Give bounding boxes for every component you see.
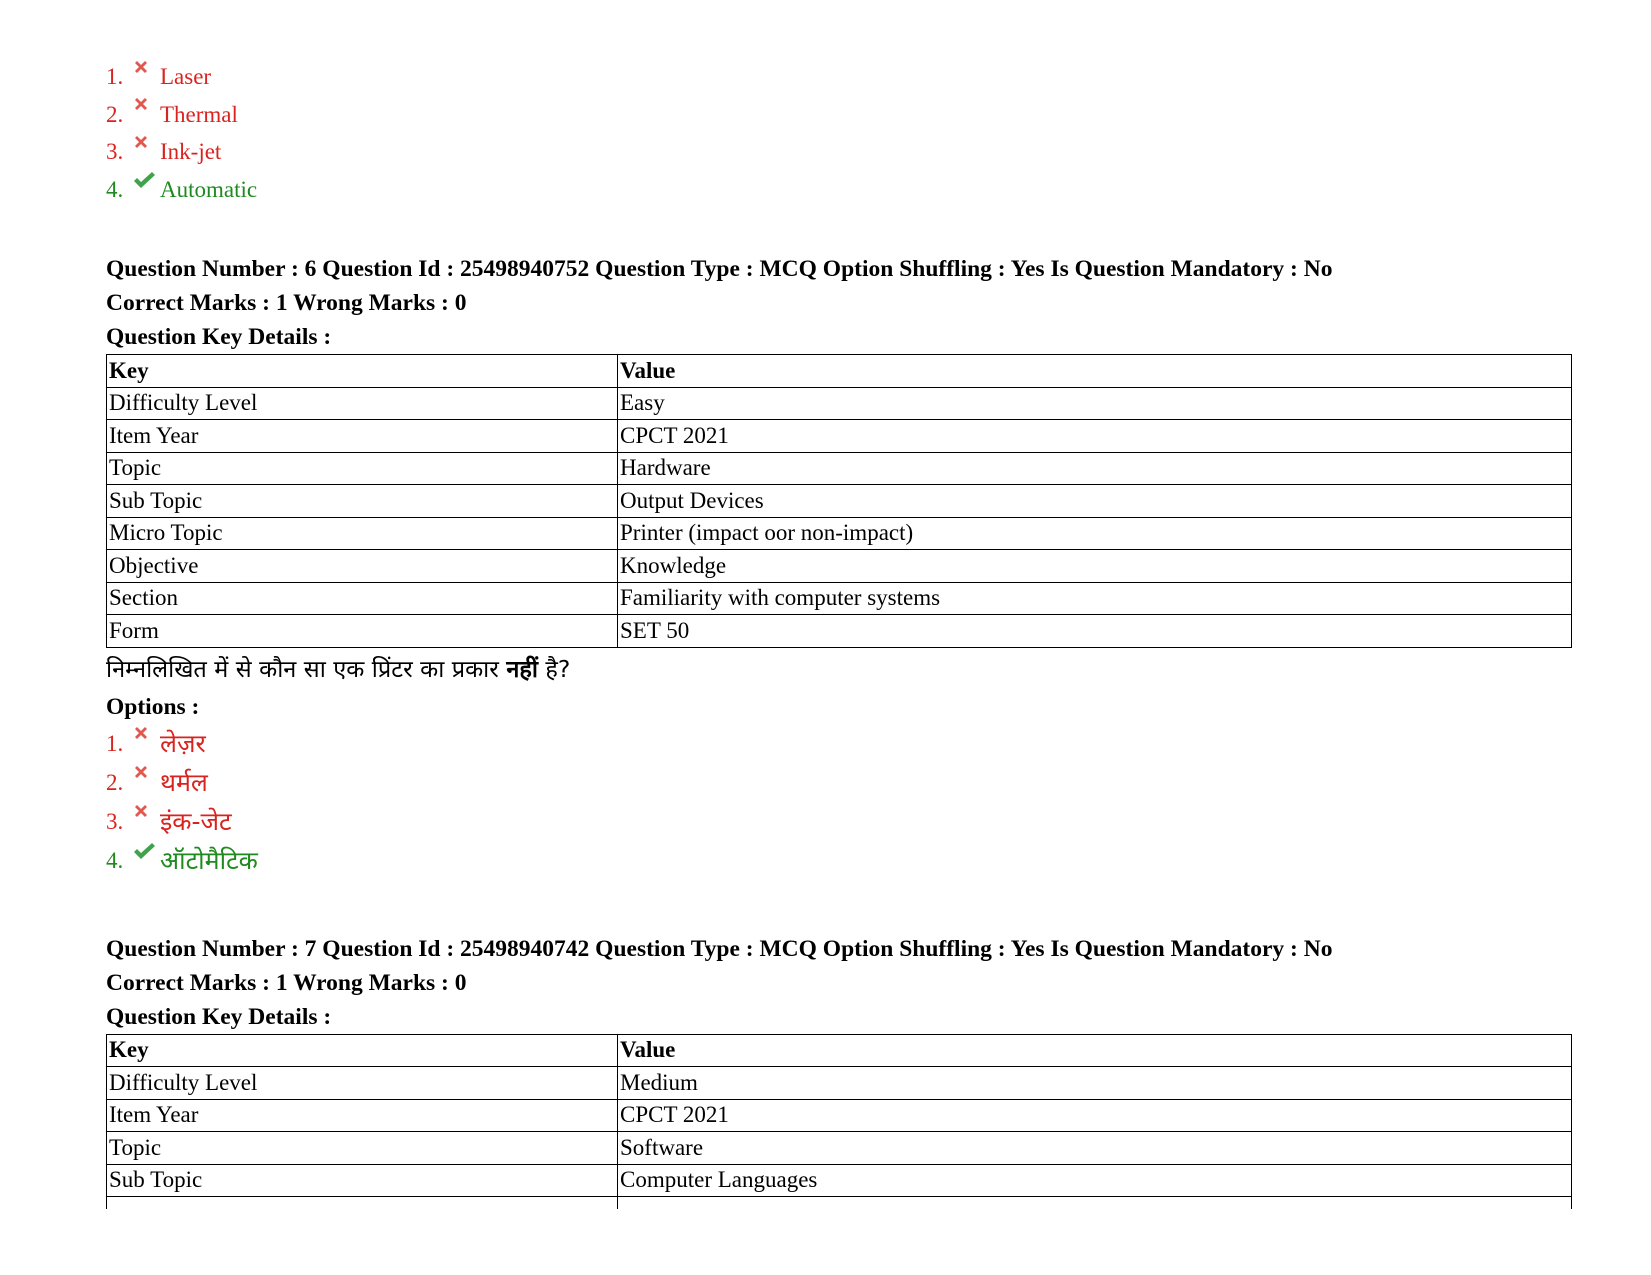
options-label: Options : (106, 693, 200, 720)
key-cell: Micro Topic (107, 517, 618, 550)
table-row (107, 452, 1572, 485)
table-row (107, 615, 1572, 648)
option-number: 2. (106, 101, 124, 127)
value-cell: SET 50 (618, 615, 1572, 648)
cross-icon (132, 724, 158, 750)
question-header: Question Number : 7 Question Id : 25498940742 Question Type : MCQ Option Shuffling : Yes Is Question Mandatory : No (106, 935, 1333, 962)
option-text: थर्मल (160, 767, 208, 797)
option-item (106, 171, 1576, 209)
column-header: Key (107, 1034, 618, 1067)
option-item (106, 763, 1576, 802)
cross-icon (132, 133, 158, 159)
marks-line: Correct Marks : 1 Wrong Marks : 0 (106, 969, 467, 996)
option-text: इंक-जेट (160, 806, 232, 836)
value-cell: Output Devices (618, 485, 1572, 518)
table-row (107, 485, 1572, 518)
value-cell: Familiarity with computer systems (618, 582, 1572, 615)
table-header-row (107, 355, 1572, 388)
table-row-cut-off (107, 1197, 1572, 1210)
option-number: 1. (106, 64, 124, 89)
key-cell: Item Year (107, 1099, 618, 1132)
option-number: 4. (106, 176, 124, 202)
question-text-part: निम्नलिखित में से कौन सा एक प्रिंटर का प्रकार (106, 654, 507, 683)
option-item (106, 96, 1576, 134)
table-header-row (107, 1034, 1572, 1067)
column-header: Value (618, 1034, 1572, 1067)
key-details-table (106, 354, 1572, 648)
check-icon (132, 170, 158, 196)
table-row (107, 1164, 1572, 1197)
question-header: Question Number : 6 Question Id : 25498940752 Question Type : MCQ Option Shuffling : Yes Is Question Mandatory : No (106, 256, 1333, 282)
table-row (107, 420, 1572, 453)
question-text (106, 648, 1576, 690)
marks-line: Correct Marks : 1 Wrong Marks : 0 (106, 290, 467, 316)
key-details-label: Question Key Details : (106, 1003, 332, 1030)
option-text: लेज़र (160, 728, 206, 758)
check-icon (132, 841, 158, 867)
table-row (107, 387, 1572, 420)
option-number: 2. (106, 769, 124, 795)
option-number: 4. (106, 847, 124, 873)
table-row (107, 550, 1572, 583)
option-item (106, 724, 1576, 763)
key-cell: Sub Topic (107, 1164, 618, 1197)
value-cell: Knowledge (618, 550, 1572, 583)
value-cell: Software (618, 1132, 1572, 1165)
q6-options (106, 724, 1576, 880)
column-header: Value (618, 355, 1572, 388)
key-cell: Section (107, 582, 618, 615)
option-number: 3. (106, 808, 124, 834)
question-text-part: है? (537, 654, 571, 683)
option-text: Laser (160, 64, 212, 89)
key-cell: Sub Topic (107, 485, 618, 518)
option-item (106, 841, 1576, 880)
value-cell: Easy (618, 387, 1572, 420)
key-cell: Form (107, 615, 618, 648)
value-cell: Printer (impact oor non-impact) (618, 517, 1572, 550)
value-cell: Hardware (618, 452, 1572, 485)
key-cell: Item Year (107, 420, 618, 453)
option-item (106, 802, 1576, 841)
question-6 (106, 252, 1576, 880)
table-row (107, 1099, 1572, 1132)
table-row (107, 1067, 1572, 1100)
option-item (106, 58, 1576, 96)
question-7 (106, 932, 1576, 1210)
key-details-table (106, 1034, 1572, 1210)
column-header: Key (107, 355, 618, 388)
option-text: Ink-jet (160, 139, 222, 164)
option-text: Automatic (160, 176, 258, 202)
table-row (107, 1132, 1572, 1165)
value-cell: Computer Languages (618, 1164, 1572, 1197)
table-row (107, 517, 1572, 550)
option-text: Thermal (160, 101, 238, 127)
question-text-emphasis: नहीं (506, 654, 538, 683)
cross-icon (132, 58, 158, 84)
document-page (106, 58, 1576, 1209)
key-cell: Objective (107, 550, 618, 583)
key-cell (107, 1197, 618, 1210)
key-details-label: Question Key Details : (106, 324, 332, 350)
option-number: 1. (106, 730, 124, 756)
cross-icon (132, 802, 158, 828)
option-number: 3. (106, 139, 124, 164)
q5-options (106, 58, 1576, 208)
key-cell: Difficulty Level (107, 1067, 618, 1100)
key-cell: Topic (107, 452, 618, 485)
key-cell: Difficulty Level (107, 387, 618, 420)
option-item (106, 133, 1576, 171)
cross-icon (132, 95, 158, 121)
key-cell: Topic (107, 1132, 618, 1165)
value-cell: CPCT 2021 (618, 1099, 1572, 1132)
value-cell: CPCT 2021 (618, 420, 1572, 453)
option-text: ऑटोमैटिक (160, 845, 258, 875)
value-cell (618, 1197, 1572, 1210)
table-row (107, 582, 1572, 615)
value-cell: Medium (618, 1067, 1572, 1100)
cross-icon (132, 763, 158, 789)
